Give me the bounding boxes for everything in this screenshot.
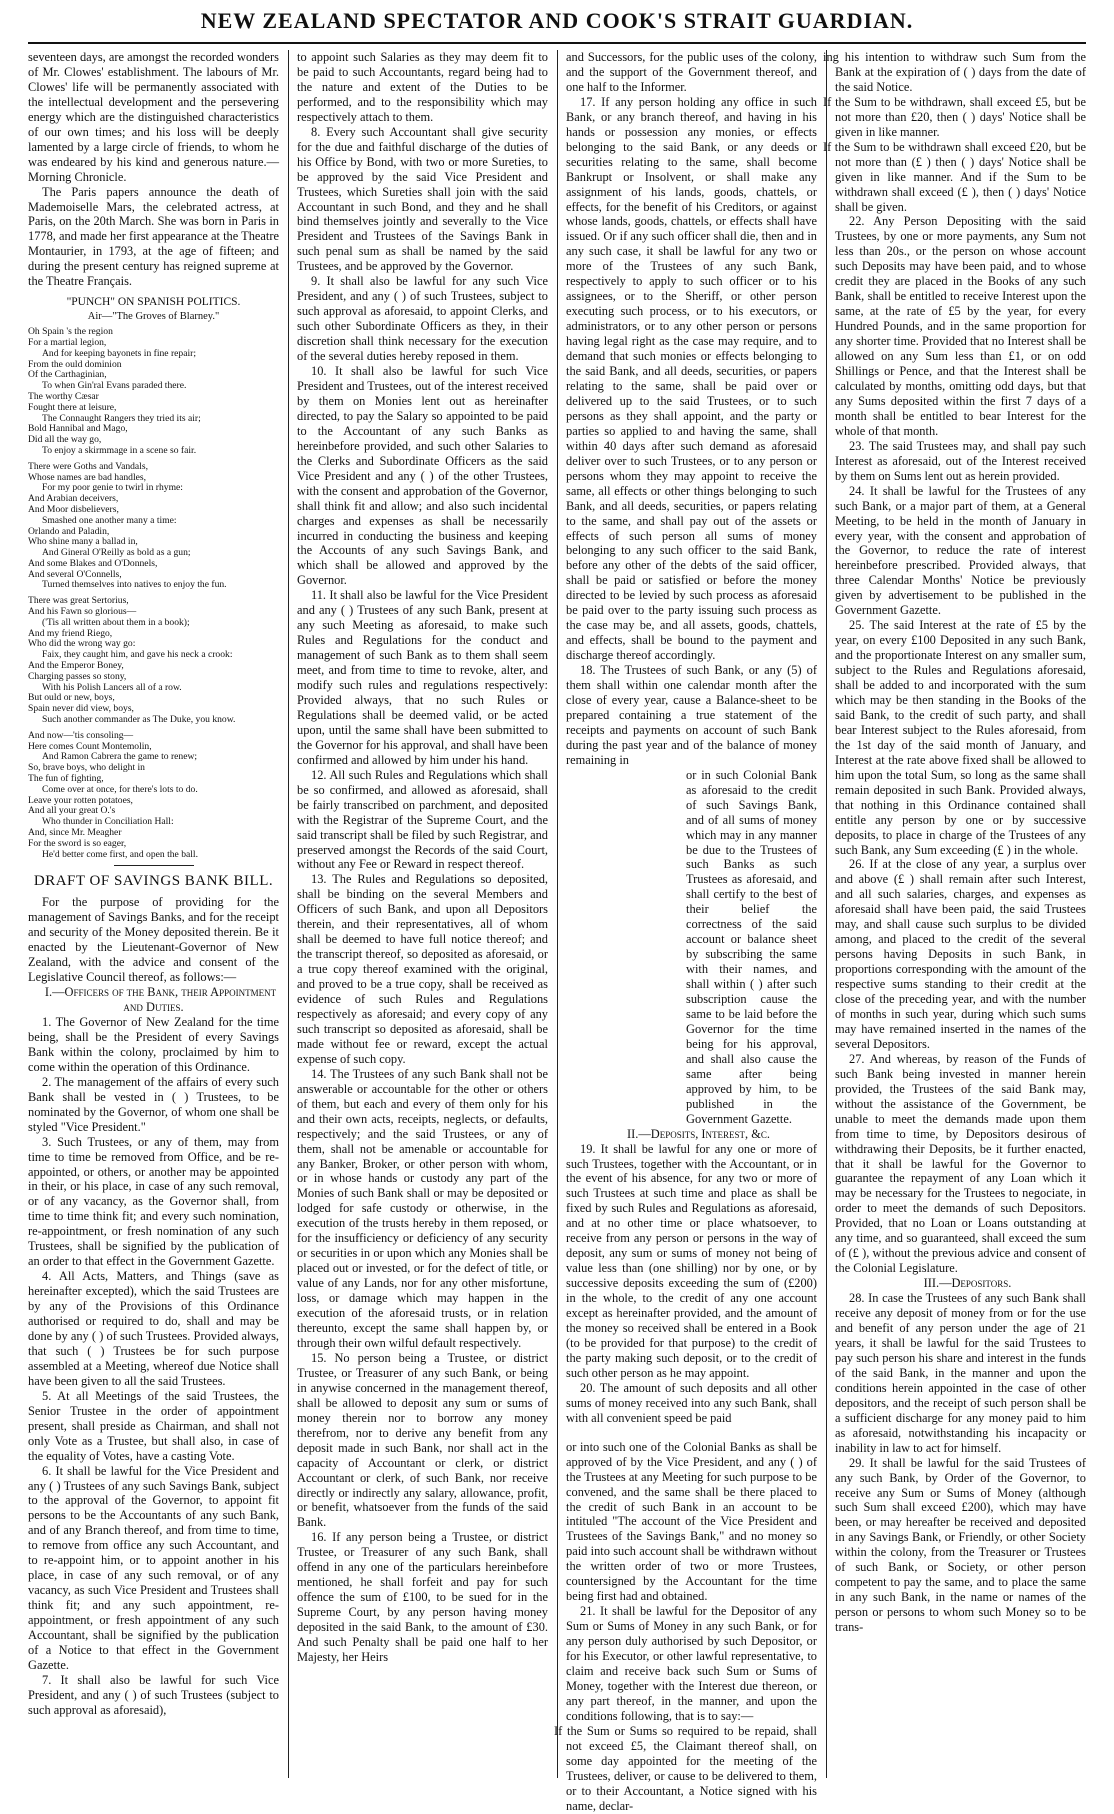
- clause: 21. It shall be lawful for the Depositor of any Sum or Sums of Money in any such Bank, or for any person duly authorised by such Depositor, or for his Executor, or other lawful representative, to claim and receive back such Sum or Sums of Money, together with the Interest due thereon, or any part thereof, in the manner, and upon the conditions following, that is to say:—: [566, 1604, 817, 1723]
- poem-line: There were Goths and Vandals,: [28, 460, 148, 472]
- clause: 14. The Trustees of any such Bank shall not be answerable or accountable for the other or others of them, but each and every of them only for his and their own acts, receipts, neglects, or defaults, respectively; and the said Trustees, or any of them, shall not be amenable or accountable for any Banker, Broker, or other person with whom, or in whose hands or custody any part of the Monies of such Bank shall or may be deposited or lodged for safe custody or otherwise, in the execution of the trusts hereby in them reposed, or for the insufficiency or deficiency of any security or securities in or upon which any Monies shall be placed out or invested, or for the defect of title, or value of any Lands, nor for any other misfortune, loss, or damage which may happen in the execution of the aforesaid trusts, or in relation thereunto, except the same shall happen by, or through their own wilful default respectively.: [297, 1066, 548, 1350]
- clause: 13. The Rules and Regulations so deposited, shall be binding on the several Members and Officers of such Bank, and upon all Depositors therein, and their representatives, all of whom shall be deemed to have full notice thereof; and the transcript thereof, so deposited as aforesaid, or a true copy thereof examined with the original, and proved to be a true copy, shall be received as evidence of such Rules and Regulations respectively as aforesaid; and every copy of any such transcript so deposited as aforesaid, shall be made without fee or reward, except the actual expense of such copy.: [297, 872, 548, 1066]
- poem-line: The Connaught Rangers they tried its air;: [42, 412, 201, 424]
- poem-line: To when Gin'ral Evans paraded there.: [42, 380, 187, 392]
- clause: 4. All Acts, Matters, and Things (save as hereinafter excepted), which the said Trustees are by any of the Provisions of this Ordinance authorised or required to do, shall and may be done by any ( ) of such Trustees. Provided always, that such ( ) Trustees be for such purpose assembled at a Meeting, whereof due Notice shall have been given to all the said Trustees.: [28, 1269, 279, 1388]
- poem-line: And Arabian deceivers,: [28, 493, 119, 505]
- clause-continued: to appoint such Salaries as they may deem fit to be paid to such Accountants, regard being had to the nature and extent of the Duties to be performed, and to the responsibility which may respectively attach to them.: [297, 50, 548, 124]
- clause-continued: or into such one of the Colonial Banks as shall be approved of by the Vice President, and any ( ) of the Trustees at any Meeting for such purpose to be convened, and the same shall be there placed to the credit of such Bank in an account to be intituled "The account of the Vice President and Trustees of the Savings Bank," and no money so paid into such account shall be withdrawn without the written order of two or more Trustees, countersigned by the Accountant for the time being first had and obtained.: [566, 1439, 817, 1604]
- poem-line: The fun of fighting,: [28, 773, 104, 785]
- poem-air: Air—"The Groves of Blarney.": [87, 311, 220, 323]
- poem-line: And Gineral O'Reilly as bold as a gun;: [42, 547, 191, 559]
- clause: 1. The Governor of New Zealand for the time being, shall be the President of every Savings Bank within the colony, proclaimed by him to come within the operation of this Ordinance.: [28, 1014, 279, 1074]
- poem-line: Spain never did view, boys,: [28, 703, 134, 715]
- poem-line: And some Blakes and O'Donnels,: [28, 557, 158, 569]
- poem-line: To enjoy a skirmmage in a scene so fair.: [42, 444, 197, 456]
- clause-condition: If the Sum or Sums so required to be repaid, shall not exceed £5, the Claimant thereof shall, on some day appointed for the meeting of the Trustees, deliver, or cause to be delivered to them, or to their Accountant, a Notice signed with his name, declar-: [554, 1723, 817, 1813]
- clause-condition: If the Sum to be withdrawn shall exceed £20, but be not more than (£ ) then ( ) days' Notice shall be given in like manner. And if the Sum to be withdrawn shall exceed (£ ), then ( ) days' Notice shall be given.: [823, 139, 1086, 214]
- poem-line: And Moor disbelievers,: [28, 503, 119, 515]
- poem-line: And my friend Riego,: [28, 627, 113, 639]
- poem: [28, 327, 279, 860]
- clause-continued: or in such Colonial Bank as aforesaid to the credit of such Savings Bank, and of all sums of money which may in any manner be due to the Trustees of such Banks as such Trustees as aforesaid, and shall certify to the best of their belief the correctness of the said account or balance sheet by subscribing the same with their names, and shall within ( ) after such subscription cause the same to be laid before the Governor for the time being for his approval, and shall also cause the same after being approved by him, to be published in the Government Gazette.: [686, 767, 817, 1126]
- poem-stanza: [28, 596, 279, 726]
- clause: 27. And whereas, by reason of the Funds of such Bank being invested in manner herein provided, the Trustees of the said Bank may, without the assistance of the Government, be unable to meet the demands made upon them from time to time, by Depositors desirous of withdrawing their Deposits, be it further enacted, that it shall be lawful for the Governor to guarantee the repayment of any Loan which it may be necessary for the Trustees to negociate, in order to meet the demands of such Depositors. Provided, that no Loan or Loans outstanding at any time, and so guaranteed, shall exceed the sum of (£ ), without the previous advice and consent of the Colonial Legislature.: [835, 1051, 1086, 1276]
- poem-line: And, since Mr. Meagher: [28, 827, 122, 839]
- clause: 22. Any Person Depositing with the said Trustees, by one or more payments, any Sum not less than 20s., or the person on whose account such Deposits may have been paid, and to whose credit they are placed in the Books of any such Bank, shall be entitled to receive Interest upon the same, at the rate of £5 by the year, for every Hundred Pounds, and in the same proportion for any shorter time. Provided that no Interest shall be allowed on any Sum less than £1, or on odd Shillings or Pence, and that the Interest shall be calculated by months, omitting odd days, but that any Sums deposited within the first 7 days of a month shall be entitled to bear Interest for the whole of that month.: [835, 214, 1086, 438]
- clause: 15. No person being a Trustee, or district Trustee, or Treasurer of any such Bank, or being in anywise concerned in the management thereof, shall be allowed to deposit any sum or sums of money therein nor to borrow any money therefrom, nor to derive any benefit from any deposit made in such Bank, nor shall act in the capacity of Accountant or clerk, or district Accountant or clerk, of such Bank, nor receive directly or indirectly any salary, allowance, profit, or benefit, whatsoever from the funds of the said Bank.: [297, 1350, 548, 1530]
- poem-line: Here comes Count Montemolin,: [28, 740, 152, 752]
- poem-line: Faix, they caught him, and gave his neck a crook:: [42, 649, 233, 661]
- poem-line: The worthy Cæsar: [28, 390, 99, 402]
- poem-line: There was great Sertorius,: [28, 595, 129, 607]
- clause: 11. It shall also be lawful for the Vice President and any ( ) Trustees of any such Bank, present at any such Meeting as aforesaid, to make such Rules and Regulations for the conduct and management of such Bank as to them shall seem meet, and from time to time to revoke, alter, and modify such rules and regulations respectively: Provided always, that no such Rules or Regulations shall be deemed valid, or be acted upon, until the same shall have been submitted to the Governor for his approval, and shall have been confirmed and allowed by him under his hand.: [297, 588, 548, 767]
- column-divider: [288, 50, 289, 1778]
- clause: 28. In case the Trustees of any such Bank shall receive any deposit of money from or for the use and benefit of any person under the age of 21 years, it shall be lawful for the said Trustees to pay such person his share and interest in the funds of the said Bank, in the manner and upon the conditions herein appointed in the case of other depositors, and the receipt of such person shall be a sufficient discharge for any money paid to him as aforesaid, notwithstanding his incapacity or inability in law to act for himself.: [835, 1291, 1086, 1455]
- clause: 23. The said Trustees may, and shall pay such Interest as aforesaid, out of the Interest received by them on Sums lent out as herein provided.: [835, 438, 1086, 483]
- clause: 29. It shall be lawful for the said Trustees of any such Bank, by Order of the Governor, to receive any Sum or Sums of Money (although such Sum shall exceed £200), which may have been, or may hereafter be received and deposited in any Savings Bank, or Friendly, or other Society within the colony, from the Treasurer or Trustees of such Bank, or Society, or other person competent to pay the same, and to place the same in any such Bank, in the name or names of the person or persons to whom such Money so to be trans-: [835, 1455, 1086, 1635]
- poem-line: With his Polish Lancers all of a row.: [42, 681, 182, 693]
- clause: 2. The management of the affairs of every such Bank shall be vested in ( ) Trustees, to be nominated by the Governor, of whom one shall be styled "Vice President.": [28, 1074, 279, 1134]
- poem-line: Did all the way go,: [28, 434, 102, 446]
- poem-line: And his Fawn so glorious—: [28, 606, 137, 618]
- clause: 8. Every such Accountant shall give security for the due and faithful discharge of the duties of his Office by Bond, with two or more Sureties, to be approved by the said Vice President and Trustees, which Sureties shall join with the said Accountant in such Bond, and they and he shall bind themselves jointly and severally to the Vice President and Trustees of the Savings Bank in such penal sum as shall be named by the said Trustees, and be approved by the Governor.: [297, 124, 548, 274]
- poem-line: ('Tis all written about them in a book);: [42, 616, 190, 628]
- poem-line: And the Emperor Boney,: [28, 660, 124, 672]
- column-1: [28, 50, 279, 1778]
- poem-title: "PUNCH" ON SPANISH POLITICS.: [66, 296, 241, 309]
- clause: 20. The amount of such deposits and all other sums of money received into any such Bank, shall with all convenient speed be paid: [566, 1380, 817, 1425]
- poem-line: Whose names are bad handles,: [28, 471, 147, 483]
- clause: 26. If at the close of any year, a surplus over and above (£ ) shall remain after such Interest, and all such salaries, charges, and expenses as aforesaid shall have been paid, the said Trustees may, and shall cause such surplus to be divided among, and placed to the credit of the several persons having Deposits in such Bank, in proportions corresponding with the amount of the respective sums standing to their credit at the close of the preceding year, and with the number of months in such year, during which such sums may have remained inserted in the names of the several Depositors.: [835, 857, 1086, 1051]
- poem-stanza: [28, 462, 279, 592]
- poem-line: Leave your rotten potatoes,: [28, 794, 133, 806]
- clause: 10. It shall also be lawful for such Vice President and Trustees, out of the interest received by them on Monies lent out as hereinafter directed, to pay the Salary so appointed to be paid to the Accountant of any such Banks as hereinbefore provided, and such other Salaries to the Clerks and Subordinate Officers as the said Vice President and any ( ) of the other Trustees, with the consent and approbation of the Governor, shall think fit and allow; and also such incidental charges and expenses as shall be necessarily incurred in conducting the business and keeping the Accounts of any such Savings Bank, and which shall be allowed and approved by the Governor.: [297, 364, 548, 588]
- section-heading: III.—Depositors.: [923, 1276, 1012, 1291]
- poem-line: Such another commander as The Duke, you know.: [42, 714, 236, 726]
- column-3: [554, 50, 817, 1813]
- section-rule: [114, 865, 194, 866]
- poem-line: But ould or new, boys,: [28, 692, 115, 704]
- clause: 24. It shall be lawful for the Trustees of any such Bank, or a major part of them, at a General Meeting, to be held in the month of January in every year, with the consent and approbation of the Governor, to reduce the rate of interest hereinbefore prescribed. Provided always, that three Calendar Months' Notice be previously given by advertisement to be published in the Government Gazette.: [835, 483, 1086, 618]
- clause-condition: ing his intention to withdraw such Sum from the Bank at the expiration of ( ) days from the date of the said Notice.: [823, 50, 1086, 94]
- column-divider: [826, 50, 827, 1778]
- poem-line: Charging passes so stony,: [28, 670, 127, 682]
- poem-line: For a martial legion,: [28, 336, 107, 348]
- clause: 19. It shall be lawful for any one or more of such Trustees, together with the Accountant, or in the event of his absence, for any two or more of such Trustees at such time and place as shall be fixed by such Rules and Regulations as aforesaid, and at no other time or place whatsoever, to receive from any person or persons in the way of deposit, any sum or sums of money not being of value less than (one shilling) nor by one, or by successive deposits exceeding the sum of (£200) in the whole, to the credit of any one account except as hereinafter provided, and the amount of the money so received shall be entered in a Book (to be provided for that purpose) to the credit of the party making such deposit, or to the credit of such other person as he may appoint.: [566, 1141, 817, 1380]
- clause: 17. If any person holding any office in such Bank, or any branch thereof, and having in his hands or possession any monies, or effects belonging to the said Bank, or any deeds or securities relating to the same, shall become Bankrupt or Insolvent, or shall make any assignment of his lands, goods, chattels, or effects, for the benefit of his Creditors, or against whose lands, goods, chattels, or effects shall have issued. Or if any such officer shall die, then and in any such case, it shall be lawful for any two or more of the Trustees of any such Bank, respectively to apply to such officer or to his assignees, or to the Sheriff, or other person executing such process, or to his executors, or administrators, or to any other person or persons having legal right as the case may require, and to demand that such monies or effects belonging to the said Bank, and all deeds, securities, or papers relating to the same, shall be paid over or delivered up to the said Trustees, or to such persons as they shall appoint, and the party or parties so applied to and having the same, shall within 40 days after such demand as aforesaid deliver over to such Trustees, or to any person or persons whom they may appoint to receive the same, all effects or other things belonging to such Bank, and all deeds, securities, or papers relating to the same, and shall pay out of the assets or effects of such person all sums of money belonging to any such officer to the said Bank, before any other of the debts of the said officer, shall be paid or satisfied or before the money directed to be levied by such process as aforesaid be paid over to the party issuing such process as the case may be, and all assets, goods, chattels, and effects, shall be bound to the payment and discharge thereof accordingly.: [566, 94, 817, 663]
- clause-condition: If the Sum to be withdrawn, shall exceed £5, but be not more than £20, then ( ) days' Notice shall be given in like manner.: [823, 94, 1086, 139]
- poem-line: Who thunder in Conciliation Hall:: [42, 816, 174, 828]
- clause: 16. If any person being a Trustee, or district Trustee, or Treasurer of any such Bank, shall offend in any one of the particulars hereinbefore mentioned, he shall forfeit and pay for such offence the sum of £100, to be sued for in the Supreme Court, by any person having money deposited in the said Bank, to the amount of £30. And such Penalty shall be paid one half to her Majesty, her Heirs: [297, 1530, 548, 1664]
- poem-line: Come over at once, for there's lots to do.: [42, 783, 198, 795]
- column-2: [297, 50, 548, 1778]
- column-divider: [557, 50, 558, 1778]
- clause: 5. At all Meetings of the said Trustees, the Senior Trustee in the order of appointment present, shall preside as Chairman, and shall not only Vote as a Trustee, but shall also, in case of the equality of Votes, have a casting Vote.: [28, 1388, 279, 1463]
- clause: 6. It shall be lawful for the Vice President and any ( ) Trustees of any such Savings Bank, subject to the approval of the Governor, to appoint fit persons to be the Accountants of any such Bank, and of any Branch thereof, and from time to time, to remove from office any such Accountant, and to re-appoint him, or to appoint another in his place, in case of any such removal, or of any vacancy, as such Vice President and Trustees shall think fit; and any such appointment, re-appointment, or fresh appointment of any such Accountant, shall be signified by the publication of a Notice to that effect in the Government Gazette.: [28, 1463, 279, 1672]
- poem-stanza: [28, 327, 279, 457]
- poem-line: Bold Hannibal and Mago,: [28, 423, 128, 435]
- clause: 12. All such Rules and Regulations which shall be so confirmed, and allowed as aforesaid, shall be fairly transcribed on parchment, and deposited with the Registrar of the Supreme Court, and the said transcript shall be filed by such Registrar, and preserved amongst the Records of the said Court, without any Fee or Reward in respect thereof.: [297, 767, 548, 872]
- poem-line: And now—'tis consoling—: [28, 729, 134, 741]
- poem-line: For the sword is so eager,: [28, 837, 127, 849]
- bill-title: DRAFT OF SAVINGS BANK BILL.: [33, 873, 274, 890]
- column-4: [823, 50, 1086, 1778]
- poem-line: So, brave boys, who delight in: [28, 762, 145, 774]
- poem-line: Who shine many a ballad in,: [28, 536, 138, 548]
- poem-line: Fought there at leisure,: [28, 401, 117, 413]
- clause: 9. It shall also be lawful for any such Vice President, and any ( ) of such Trustees, subject to such approval as aforesaid, to appoint Clerks, and such other Subordinate Officers as they, in their discretion shall think necessary for the execution of the several duties hereby reposed in them.: [297, 274, 548, 364]
- poem-line: Turned themselves into natives to enjoy the fun.: [42, 579, 227, 591]
- clause: 7. It shall also be lawful for such Vice President, and any ( ) of such Trustees (subject to such approval as aforesaid),: [28, 1672, 279, 1717]
- masthead-rule: [28, 42, 1086, 44]
- clause: 18. The Trustees of such Bank, or any (5) of them shall within one calendar month after the close of every year, cause a Balance-sheet to be prepared containing a true statement of the receipts and payments on account of such Bank during the past year and of the balance of money remaining in: [566, 663, 817, 767]
- clause-continued: and Successors, for the public uses of the colony, and the support of the Government thereof, and one half to the Informer.: [566, 50, 817, 94]
- poem-stanza: [28, 731, 279, 861]
- poem-line: For my poor genie to twirl in rhyme:: [42, 482, 183, 494]
- poem-line: Oh Spain 's the region: [28, 326, 113, 338]
- poem-line: And for keeping bayonets in fine repair;: [42, 347, 196, 359]
- masthead: NEW ZEALAND SPECTATOR AND COOK'S STRAIT GUARDIAN.: [200, 8, 914, 33]
- poem-line: Who did the wrong way go:: [28, 638, 136, 650]
- page-columns: [28, 50, 1086, 1813]
- poem-line: From the ould dominion: [28, 358, 122, 370]
- poem-line: And Ramon Cabrera the game to renew;: [42, 751, 198, 763]
- poem-line: Of the Carthaginian,: [28, 369, 107, 381]
- article-mars-death: The Paris papers announce the death of Mademoiselle Mars, the celebrated actress, at Paris, on the 20th March. She was born in Paris in 1778, and made her first appearance at the Theatre Montaurier, in 1793, at the age of fifteen; and during the present century has reigned supreme at the Theatre Français.: [28, 184, 279, 289]
- poem-line: Smashed one another many a time:: [42, 514, 177, 526]
- section-heading: II.—Deposits, Interest, &c.: [627, 1126, 770, 1141]
- article-clowes-end: seventeen days, are amongst the recorded wonders of Mr. Clowes' establishment. The labours of Mr. Clowes' life will be permanently associated with the intellectual development and the persevering energy which are the distinguished characteristics of our own times; and his loss will be deeply lamented by a large circle of friends, to whom he was endeared by his kind and generous nature.—Morning Chronicle.: [28, 50, 279, 184]
- bill-intro: For the purpose of providing for the management of Savings Banks, and for the receipt and security of the Money deposited therein. Be it enacted by the Lieutenant-Governor of New Zealand, with the advice and consent of the Legislative Council thereof, as follows:—: [28, 895, 279, 985]
- poem-line: And all your great O.'s: [28, 805, 116, 817]
- poem-line: He'd better come first, and open the ball.: [42, 848, 198, 860]
- clause: 25. The said Interest at the rate of £5 by the year, on every £100 Deposited in any such Bank, and the proportionate Interest on any smaller sum, subject to the Rules and Regulations aforesaid, shall be added to and incorporated with the sum which may be then standing in the Books of the said Bank, to the credit of such party, and shall bear Interest subject to the Rules aforesaid, from the 1st day of the said month of January, and Interest at the rate above fixed shall be allowed to him upon the total Sum, so long as the same shall remain deposited in such Bank. Provided always, that nothing in this Ordinance contained shall entitle any person by one or by successive deposits, to place in charge of the Trustees of any such Bank, any Sum exceeding (£ ) in the whole.: [835, 618, 1086, 857]
- section-heading: I.—Officers of the Bank, their Appointment and Duties.: [44, 985, 277, 1015]
- poem-line: And several O'Connells,: [28, 568, 122, 580]
- poem-line: Orlando and Paladin,: [28, 525, 110, 537]
- clause: 3. Such Trustees, or any of them, may from time to time be removed from Office, and be re-appointed, or others, or another may be appointed in their, or his place, in case of any such removal, or of any vacancy, as the Governor shall, from time to time think fit; and every such nomination, re-appointment, or fresh nomination of any such Trustees, shall be signified by the publication of an order to that effect in the Government Gazette.: [28, 1134, 279, 1269]
